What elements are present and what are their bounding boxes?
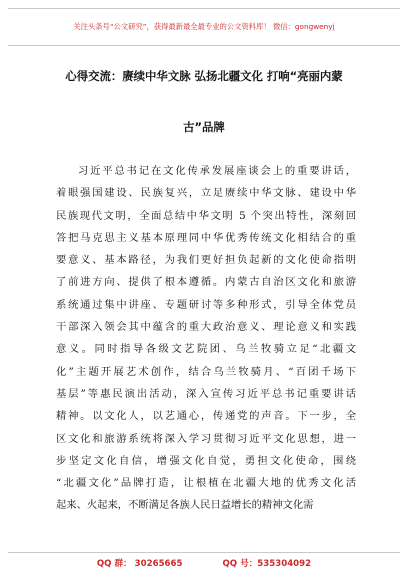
body-line: 精神。以文化人，以艺通心，传递党的声音。下一步，全 xyxy=(56,410,356,423)
body-line: 基层”等惠民演出活动，深入宣传习近平总书记重要讲话 xyxy=(56,387,356,400)
body-line: 化”主题开展艺术创作，结合乌兰牧骑月、“百团千场下 xyxy=(56,365,356,378)
body-line: 步坚定文化自信，增强文化自觉，勇担文化使命，围绕 xyxy=(56,454,356,467)
body-line: 起来、火起来，不断满足各族人民日益增长的精神文化需 xyxy=(56,499,314,512)
body-line: 意义。同时指导各级文艺院团、乌兰牧骑立足“北疆文 xyxy=(56,343,356,356)
footer-qq-group: QQ 群： 30265665 xyxy=(96,559,183,569)
page-header xyxy=(8,8,400,46)
body-line: 区文化和旅游系统将深入学习贯彻习近平文化思想，进一 xyxy=(56,432,356,445)
body-line: 干部深入领会其中蕴含的重大政治意义、理论意义和实践 xyxy=(56,321,356,334)
body-line: “北疆文化”品牌打造，让根植在北疆大地的优秀文化活 xyxy=(56,477,356,490)
page-footer xyxy=(8,552,400,573)
body-line: 要意义、基本路径，为我们更好担负起新的文化使命指明 xyxy=(56,254,356,267)
footer-qq-number: QQ 号：535304092 xyxy=(222,559,312,569)
document-body xyxy=(56,160,356,517)
header-notice: 关注头条号“公文研究”，获得最新最全最专业的公文资料库！ 微信：gongwenyj xyxy=(73,22,335,31)
body-line: 民族现代文明，全面总结中华文明 5 个突出特性，深刻回 xyxy=(56,209,356,222)
document-title-line-1: 心得交流：赓续中华文脉 弘扬北疆文化 打响“亮丽内蒙 xyxy=(65,69,343,83)
body-line: 着眼强国建设、民族复兴，立足赓续中华文脉、建设中华 xyxy=(56,187,356,200)
body-line: 习近平总书记在文化传承发展座谈会上的重要讲话， xyxy=(78,165,356,177)
body-line: 答把马克思主义基本原理同中华优秀传统文化相结合的重 xyxy=(56,231,356,244)
body-line: 系统通过集中讲座、专题研讨等多种形式，引导全体党员 xyxy=(56,298,356,311)
body-line: 了前进方向、提供了根本遵循。内蒙古自治区文化和旅游 xyxy=(56,276,356,289)
document-title-line-2: 古”品牌 xyxy=(183,120,225,134)
